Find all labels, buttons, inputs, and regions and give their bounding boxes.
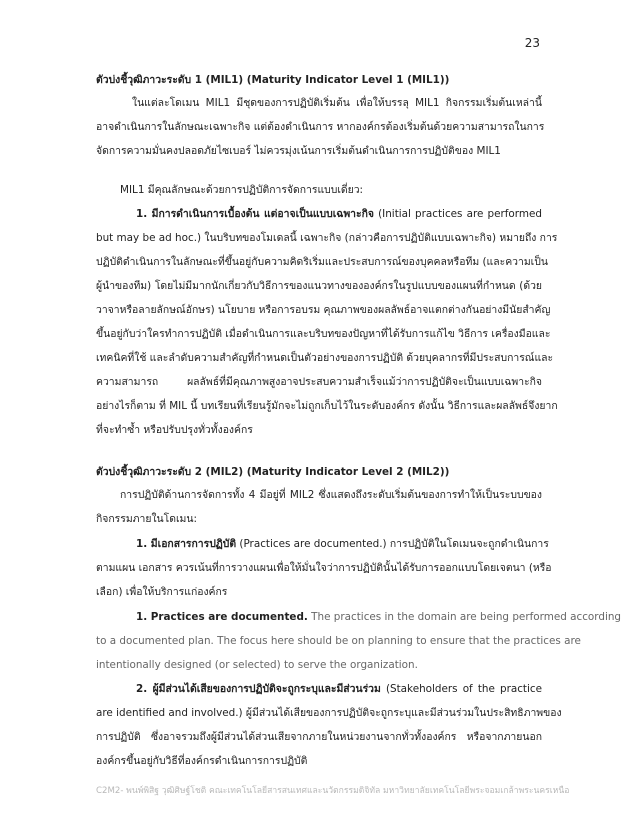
section1-item1-line: อย่างไรก็ตาม ที่ MIL นี้ บทเรียนที่เรียนรู้มักจะไม่ถูกเก็บไว้ในระดับองค์กร ดังนั้น วิธีการและผลลัพธ์จึงยาก xyxy=(96,400,558,412)
section1-intro-line: ในแต่ละโดเมน MIL1 มีชุดของการปฏิบัติเริ่มต้น เพื่อให้บรรลุ MIL1 กิจกรรมเริ่มต้นเหล่านี้ xyxy=(132,97,542,109)
section2-item1-first: (Practices are documented.) การปฏิบัติในโดเมนจะถูกดำเนินการ xyxy=(236,538,549,550)
section1-intro-line: อาจดำเนินการในลักษณะเฉพาะกิจ แต่ต้องดำเนินการ หากองค์กรต้องเริ่มต้นด้วยความสามารถในการ xyxy=(96,121,545,133)
section2-english-line: intentionally designed (or selected) to serve the organization. xyxy=(96,659,418,671)
section2-heading xyxy=(96,464,542,480)
section2-english-lead: 1. Practices are documented. xyxy=(136,611,308,623)
section1-item1-line: ที่จะทำซ้ำ หรือปรับปรุงทั่วทั้งองค์กร xyxy=(96,424,253,436)
section2-intro-line: กิจกรรมภายในโดเมน: xyxy=(96,513,197,525)
section2-item1-title: 1. มีเอกสารการปฏิบัติ xyxy=(136,538,237,550)
section2-english-heading xyxy=(96,609,622,625)
section2-item2-heading xyxy=(96,681,542,697)
section2-item1-heading xyxy=(96,536,549,552)
section2-item1-line: เลือก) เพื่อให้บริการแก่องค์กร xyxy=(96,586,228,598)
section1-heading-rest: 1 (MIL1) (Maturity Indicator Level 1 (MIL1)) xyxy=(191,74,450,86)
section2-item2-line: องค์กรขึ้นอยู่กับวิธีที่องค์กรดำเนินการการปฏิบัติ xyxy=(96,755,308,767)
page-footer: C2M2- พนพ์พิสิฐ วุฒิศิษฐ์โชติ คณะเทคโนโลยีสารสนเทศและนวัตกรรมดิจิทัล มหาวิทยาลัยเทคโนโลยีพระจอมเกล้าพระนครเหนือ xyxy=(96,786,570,796)
section1-item1-line: ปฏิบัติดำเนินการในลักษณะที่ขึ้นอยู่กับความคิดริเริ่มและประสบการณ์ของบุคคลหรือทีม (และความเป็น xyxy=(96,256,548,268)
section1-intro-line: จัดการความมั่นคงปลอดภัยไซเบอร์ ไม่ควรมุ่งเน้นการเริ่มต้นดำเนินการการปฏิบัติของ MIL1 xyxy=(96,145,501,157)
section1-heading xyxy=(96,72,542,88)
section2-item2-title: 2. ผู้มีส่วนได้เสียของการปฏิบัติจะถูกระบุและมีส่วนร่วม xyxy=(136,683,381,695)
section1-item1-heading xyxy=(96,206,542,222)
section2-item1-line: ตามแผน เอกสาร ควรเน้นที่การวางแผนเพื่อให้มั่นใจว่าการปฏิบัตินั้นได้รับการออกแบบโดยเจตนา (หรือ xyxy=(96,562,552,574)
section1-item1-line: but may be ad hoc.) ในบริบทของโมเดลนี้ เฉพาะกิจ (กล่าวคือการปฏิบัติแบบเฉพาะกิจ) หมายถึง การ xyxy=(96,232,558,244)
section1-characteristics: MIL1 มีคุณลักษณะด้วยการปฏิบัติการจัดการแบบเดี่ยว: xyxy=(120,184,364,196)
section1-heading-thai: ตัวบ่งชี้วุฒิภาวะระดับ xyxy=(96,74,192,86)
section1-item1-line: ผู้นำของทีม) โดยไม่มีมากนักเกี่ยวกับวิธีการของแนวทางขององค์กรในรูปแบบของแผนที่กำหนด (ด้วย xyxy=(96,280,542,292)
section2-english-line: to a documented plan. The focus here should be on planning to ensure that the practices are xyxy=(96,635,581,647)
section1-item1-line: วาจาหรือลายลักษณ์อักษร) นโยบาย หรือการอบรม คุณภาพของผลลัพธ์อาจแตกต่างกันอย่างมีนัยสำคัญ xyxy=(96,304,551,316)
section1-item1-title: 1. มีการดำเนินการเบื้องต้น แต่อาจเป็นแบบเฉพาะกิจ xyxy=(136,208,374,220)
section2-item2-first: (Stakeholders of the practice xyxy=(380,683,542,695)
section1-item1-line: เทคนิคที่ใช้ และลำดับความสำคัญที่กำหนดเป็นตัวอย่างของการปฏิบัติ ด้วยบุคลากรที่มีประสบการณ์และ xyxy=(96,352,554,364)
section2-heading-thai: ตัวบ่งชี้วุฒิภาวะระดับ xyxy=(96,466,192,478)
section1-item1-line: ขึ้นอยู่กับว่าใครทำการปฏิบัติ เมื่อดำเนินการและบริบทของปัญหาที่ได้รับการแก้ไข วิธีการ เครื่องมือและ xyxy=(96,328,551,340)
page-number: 23 xyxy=(524,36,540,50)
section2-item2-line: are identified and involved.) ผู้มีส่วนได้เสียของการปฏิบัติจะถูกระบุและมีส่วนร่วมในประสิทธิภาพของ xyxy=(96,707,562,719)
section2-heading-rest: 2 (MIL2) (Maturity Indicator Level 2 (MIL2)) xyxy=(191,466,450,478)
section2-english-first: The practices in the domain are being performed according xyxy=(307,611,622,623)
section1-item1-line: ความสามารถ ผลลัพธ์ที่มีคุณภาพสูงอาจประสบความสำเร็จแม้ว่าการปฏิบัติจะเป็นแบบเฉพาะกิจ xyxy=(96,376,542,388)
section2-item2-line: การปฏิบัติ ซึ่งอาจรวมถึงผู้มีส่วนได้ส่วนเสียจากภายในหน่วยงานจากทั่วทั้งองค์กร หรือจากภายนอก xyxy=(96,731,542,743)
section1-item1-first: (Initial practices are performed xyxy=(373,208,542,220)
section2-intro-line: การปฏิบัติด้านการจัดการทั้ง 4 มีอยู่ที่ MIL2 ซึ่งแสดงถึงระดับเริ่มต้นของการทำให้เป็นระบบของ xyxy=(120,489,542,501)
